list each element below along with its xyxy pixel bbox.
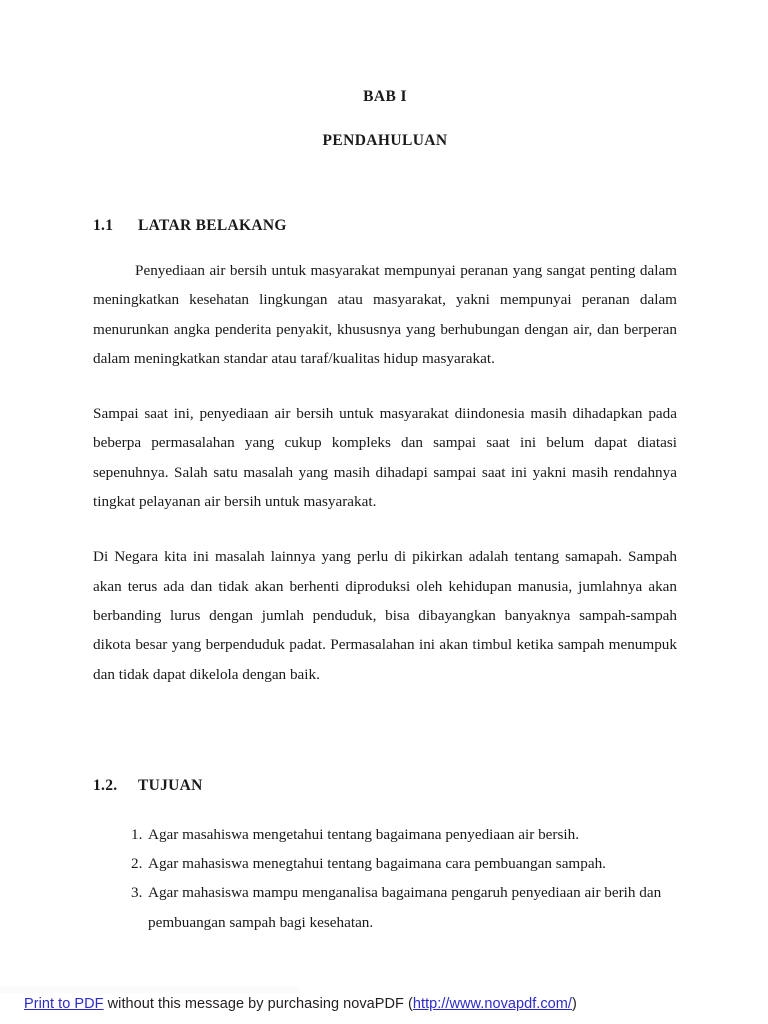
paragraph: Sampai saat ini, penyediaan air bersih untuk masyarakat diindonesia masih dihadapkan pada beberpa permasalahan yang cukup kompleks dan sampai saat ini belum dapat diatasi sepenuhnya. Salah satu masalah yang masih dihadapi sampai saat ini yakni masih rendahnya tingkat pelayanan air bersih untuk masyarakat. xyxy=(93,405,677,511)
section-heading-latar-belakang xyxy=(93,150,677,235)
novapdf-url-link[interactable]: http://www.novapdf.com/ xyxy=(412,996,573,1012)
list-item-text: Agar masahiswa mengetahui tentang bagaimana penyediaan air bersih. xyxy=(148,825,579,843)
section-title: LATAR BELAKANG xyxy=(138,217,287,234)
print-to-pdf-link[interactable]: Print to PDF xyxy=(24,996,104,1012)
section-title: TUJUAN xyxy=(138,776,203,794)
footer-divider xyxy=(0,986,300,993)
list-item xyxy=(93,849,677,878)
watermark-text: without this message by purchasing novaPDF ( xyxy=(103,996,413,1012)
list-item-marker: 3. xyxy=(131,884,143,902)
list-item-text: Agar mahasiswa mampu menganalisa bagaimana pengaruh penyediaan air berih dan pembuangan sampah bagi kesehatan. xyxy=(148,884,662,931)
paragraph: Penyediaan air bersih untuk masyarakat mempunyai peranan yang sangat penting dalam meningkatkan kesehatan lingkungan atau masyarakat, yakni mempunyai peranan dalam menurunkan angka penderita penyakit, khususnya yang berhubungan dengan air, dan berperan dalam meningkatkan standar atau taraf/kualitas hidup masyarakat. xyxy=(93,262,677,367)
watermark-message xyxy=(24,996,577,1012)
chapter-label: BAB I xyxy=(363,88,407,105)
section-heading-tujuan xyxy=(93,689,677,795)
objectives-list xyxy=(93,795,677,937)
list-item-marker: 1. xyxy=(131,825,143,843)
chapter-title: PENDAHULUAN xyxy=(322,132,448,149)
watermark-footer xyxy=(0,984,768,1024)
page-content xyxy=(93,0,677,937)
list-item xyxy=(93,878,677,937)
list-item-text: Agar mahasiswa menegtahui tentang bagaimana cara pembuangan sampah. xyxy=(148,855,606,873)
section-number: 1.2. xyxy=(93,776,118,794)
list-item xyxy=(93,820,677,849)
paragraph: Di Negara kita ini masalah lainnya yang perlu di pikirkan adalah tentang samapah. Sampah akan terus ada dan tidak akan berhenti diproduksi oleh kehidupan manusia, jumlahnya akan berbanding lurus dengan jumlah penduduk, bisa dibayangkan banyaknya sampah-sampah dikota besar yang berpenduduk padat. Permasalahan ini akan timbul ketika sampah menumpuk dan tidak dapat dikelola dengan baik. xyxy=(93,548,677,683)
list-item-marker: 2. xyxy=(131,855,143,873)
watermark-closing-paren: ) xyxy=(572,996,577,1012)
section-number: 1.1 xyxy=(93,217,114,234)
